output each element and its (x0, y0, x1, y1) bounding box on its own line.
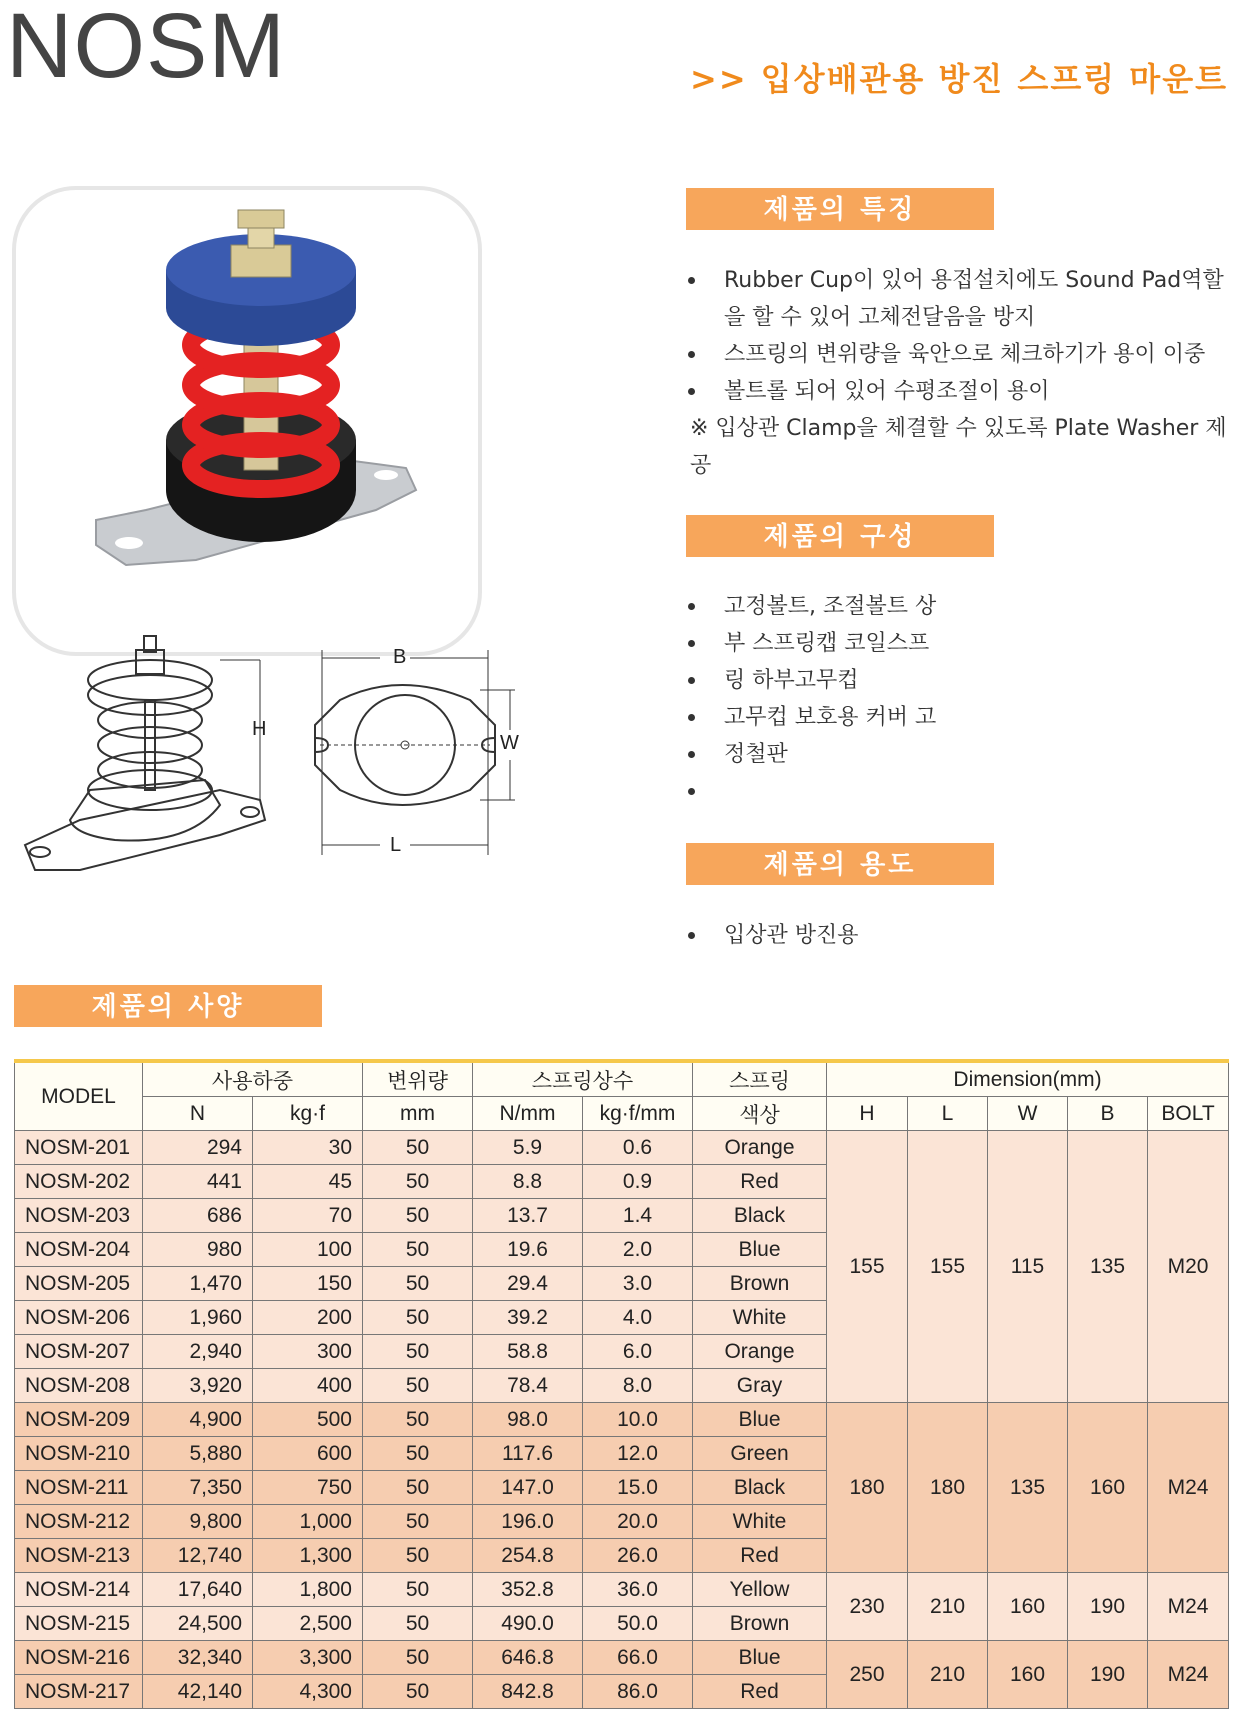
table-cell: Brown (693, 1607, 827, 1641)
table-cell: 58.8 (473, 1335, 583, 1369)
table-cell: 78.4 (473, 1369, 583, 1403)
table-cell: NOSM-201 (15, 1131, 143, 1165)
dimension-cell: 210 (908, 1641, 988, 1709)
table-cell: 36.0 (583, 1573, 693, 1607)
table-cell: 1,470 (143, 1267, 253, 1301)
table-row (15, 1131, 1229, 1165)
list-item: 볼트롤 되어 있어 수평조절이 용이 (688, 373, 1233, 410)
table-cell: NOSM-214 (15, 1573, 143, 1607)
table-cell: 686 (143, 1199, 253, 1233)
dimension-cell: 190 (1068, 1573, 1148, 1641)
spec-heading: 제품의 사양 (14, 985, 322, 1027)
dimension-cell: 230 (827, 1573, 908, 1641)
table-cell: 117.6 (473, 1437, 583, 1471)
col-kgfmm: kg·f/mm (583, 1097, 693, 1131)
table-cell: Black (693, 1471, 827, 1505)
col-nmm: N/mm (473, 1097, 583, 1131)
table-cell: 50 (363, 1471, 473, 1505)
table-cell: 12,740 (143, 1539, 253, 1573)
col-w: W (988, 1097, 1068, 1131)
table-cell: NOSM-206 (15, 1301, 143, 1335)
table-cell: 50 (363, 1437, 473, 1471)
dim-b-label: B (393, 646, 407, 668)
table-cell: Brown (693, 1267, 827, 1301)
table-cell: 2,500 (253, 1607, 363, 1641)
table-cell: 150 (253, 1267, 363, 1301)
table-cell: 5,880 (143, 1437, 253, 1471)
col-color: 색상 (693, 1097, 827, 1131)
table-cell: 50 (363, 1267, 473, 1301)
table-cell: Orange (693, 1335, 827, 1369)
table-cell: Blue (693, 1233, 827, 1267)
table-cell: NOSM-202 (15, 1165, 143, 1199)
table-cell: Red (693, 1675, 827, 1709)
table-cell: 26.0 (583, 1539, 693, 1573)
dimension-cell: 160 (988, 1641, 1068, 1709)
table-cell: 50 (363, 1607, 473, 1641)
composition-list (688, 588, 1233, 773)
dimension-cell: 135 (988, 1403, 1068, 1573)
dimension-cell: M20 (1148, 1131, 1229, 1403)
table-cell: White (693, 1301, 827, 1335)
table-cell: Orange (693, 1131, 827, 1165)
table-cell: 50 (363, 1505, 473, 1539)
table-cell: 1,960 (143, 1301, 253, 1335)
table-cell: Black (693, 1199, 827, 1233)
col-rate: 스프링상수 (473, 1061, 693, 1097)
list-item: 부 스프링캡 코일스프 (688, 625, 1233, 662)
table-cell: NOSM-211 (15, 1471, 143, 1505)
mount-top-drawing (300, 630, 560, 870)
composition-heading: 제품의 구성 (686, 515, 994, 557)
features-heading: 제품의 특징 (686, 188, 994, 230)
list-item: 정철판 (688, 736, 1233, 773)
table-cell: NOSM-215 (15, 1607, 143, 1641)
table-cell: 6.0 (583, 1335, 693, 1369)
table-cell: 254.8 (473, 1539, 583, 1573)
table-cell: 600 (253, 1437, 363, 1471)
table-cell: NOSM-203 (15, 1199, 143, 1233)
table-cell: 12.0 (583, 1437, 693, 1471)
table-cell: 1,800 (253, 1573, 363, 1607)
col-mm: mm (363, 1097, 473, 1131)
table-cell: 50 (363, 1675, 473, 1709)
table-cell: 30 (253, 1131, 363, 1165)
table-cell: White (693, 1505, 827, 1539)
dimension-cell: M24 (1148, 1573, 1229, 1641)
table-cell: 7,350 (143, 1471, 253, 1505)
table-cell: NOSM-209 (15, 1403, 143, 1437)
col-kgf: kg·f (253, 1097, 363, 1131)
table-cell: NOSM-210 (15, 1437, 143, 1471)
table-cell: 50 (363, 1369, 473, 1403)
table-cell: 86.0 (583, 1675, 693, 1709)
brand-title: NOSM (6, 0, 286, 97)
list-item: Rubber Cup이 있어 용접설치에도 Sound Pad역할 을 할 수 있어 고체전달음을 방지 (688, 262, 1233, 336)
table-cell: 98.0 (473, 1403, 583, 1437)
table-cell: NOSM-216 (15, 1641, 143, 1675)
mount-side-drawing (20, 630, 280, 880)
table-cell: 100 (253, 1233, 363, 1267)
table-cell: 9,800 (143, 1505, 253, 1539)
table-cell: 147.0 (473, 1471, 583, 1505)
table-cell: NOSM-205 (15, 1267, 143, 1301)
dimension-cell: 155 (827, 1131, 908, 1403)
table-cell: 2.0 (583, 1233, 693, 1267)
table-cell: 300 (253, 1335, 363, 1369)
features-note: ※ 입상관 Clamp을 체결할 수 있도록 Plate Washer 제공 (690, 416, 1227, 478)
product-photo (16, 190, 478, 652)
table-cell: 50 (363, 1131, 473, 1165)
table-cell: 980 (143, 1233, 253, 1267)
table-cell: 500 (253, 1403, 363, 1437)
dimension-cell: 160 (1068, 1403, 1148, 1573)
table-cell: NOSM-208 (15, 1369, 143, 1403)
table-cell: 4,900 (143, 1403, 253, 1437)
table-cell: 29.4 (473, 1267, 583, 1301)
table-cell: 50 (363, 1199, 473, 1233)
table-cell: 24,500 (143, 1607, 253, 1641)
page-subtitle: >> 입상배관용 방진 스프링 마운트 (690, 60, 1229, 98)
dimension-cell: 180 (827, 1403, 908, 1573)
table-cell: 0.9 (583, 1165, 693, 1199)
list-item: 스프링의 변위량을 육안으로 체크하기가 용이 이중 (688, 336, 1233, 373)
table-cell: 50 (363, 1641, 473, 1675)
table-cell: 70 (253, 1199, 363, 1233)
dimension-cell: 115 (988, 1131, 1068, 1403)
list-item: 입상관 방진용 (688, 917, 1233, 954)
dim-w-label: W (500, 732, 519, 754)
table-cell: 2,940 (143, 1335, 253, 1369)
table-cell: 8.8 (473, 1165, 583, 1199)
table-cell: Blue (693, 1403, 827, 1437)
table-cell: 441 (143, 1165, 253, 1199)
table-cell: 17,640 (143, 1573, 253, 1607)
table-cell: 50 (363, 1301, 473, 1335)
table-cell: NOSM-207 (15, 1335, 143, 1369)
col-h: H (827, 1097, 908, 1131)
table-cell: 200 (253, 1301, 363, 1335)
table-cell: Blue (693, 1641, 827, 1675)
table-row (15, 1573, 1229, 1607)
table-cell: 50 (363, 1335, 473, 1369)
table-cell: 50.0 (583, 1607, 693, 1641)
table-cell: 50 (363, 1403, 473, 1437)
product-photo-frame (12, 186, 482, 656)
col-b: B (1068, 1097, 1148, 1131)
usage-list (688, 917, 1233, 954)
table-cell: 3,300 (253, 1641, 363, 1675)
table-cell: 5.9 (473, 1131, 583, 1165)
table-cell: Green (693, 1437, 827, 1471)
table-cell: 352.8 (473, 1573, 583, 1607)
spec-table-body (15, 1131, 1229, 1709)
table-cell: 294 (143, 1131, 253, 1165)
col-l: L (908, 1097, 988, 1131)
dim-h-label: H (252, 718, 267, 740)
col-n: N (143, 1097, 253, 1131)
usage-heading: 제품의 용도 (686, 843, 994, 885)
table-cell: 20.0 (583, 1505, 693, 1539)
dimension-cell: 250 (827, 1641, 908, 1709)
table-cell: NOSM-204 (15, 1233, 143, 1267)
table-cell: 490.0 (473, 1607, 583, 1641)
dimension-cell: 190 (1068, 1641, 1148, 1709)
table-cell: 10.0 (583, 1403, 693, 1437)
table-cell: 15.0 (583, 1471, 693, 1505)
table-cell: 19.6 (473, 1233, 583, 1267)
table-cell: 32,340 (143, 1641, 253, 1675)
table-cell: 4,300 (253, 1675, 363, 1709)
list-item: 고정볼트, 조절볼트 상 (688, 588, 1233, 625)
table-cell: 39.2 (473, 1301, 583, 1335)
table-cell: Red (693, 1539, 827, 1573)
table-cell: 196.0 (473, 1505, 583, 1539)
col-spring: 스프링 (693, 1061, 827, 1097)
table-cell: 400 (253, 1369, 363, 1403)
list-item: 고무컵 보호용 커버 고 (688, 699, 1233, 736)
spec-table (14, 1059, 1229, 1709)
table-row (15, 1403, 1229, 1437)
table-cell: 45 (253, 1165, 363, 1199)
table-cell: NOSM-213 (15, 1539, 143, 1573)
table-cell: Red (693, 1165, 827, 1199)
table-cell: 3,920 (143, 1369, 253, 1403)
table-cell: 50 (363, 1233, 473, 1267)
table-cell: 66.0 (583, 1641, 693, 1675)
dimension-cell: 210 (908, 1573, 988, 1641)
list-item: 링 하부고무컵 (688, 662, 1233, 699)
table-cell: 1,300 (253, 1539, 363, 1573)
dimension-cell: M24 (1148, 1641, 1229, 1709)
col-load: 사용하중 (143, 1061, 363, 1097)
table-cell: 8.0 (583, 1369, 693, 1403)
table-cell: Gray (693, 1369, 827, 1403)
dim-l-label: L (390, 834, 402, 856)
col-model: MODEL (15, 1061, 143, 1131)
dimension-cell: 155 (908, 1131, 988, 1403)
table-cell: 50 (363, 1165, 473, 1199)
table-cell: 750 (253, 1471, 363, 1505)
table-cell: 50 (363, 1539, 473, 1573)
table-cell: 1,000 (253, 1505, 363, 1539)
table-cell: 842.8 (473, 1675, 583, 1709)
col-dimension: Dimension(mm) (827, 1061, 1229, 1097)
table-cell: Yellow (693, 1573, 827, 1607)
table-cell: 646.8 (473, 1641, 583, 1675)
table-cell: 4.0 (583, 1301, 693, 1335)
table-cell: 1.4 (583, 1199, 693, 1233)
features-list (688, 262, 1233, 410)
dimension-cell: 135 (1068, 1131, 1148, 1403)
col-disp: 변위량 (363, 1061, 473, 1097)
col-bolt: BOLT (1148, 1097, 1229, 1131)
table-row (15, 1641, 1229, 1675)
table-cell: 0.6 (583, 1131, 693, 1165)
table-cell: 42,140 (143, 1675, 253, 1709)
dimension-cell: M24 (1148, 1403, 1229, 1573)
table-cell: 50 (363, 1573, 473, 1607)
table-cell: NOSM-217 (15, 1675, 143, 1709)
table-cell: NOSM-212 (15, 1505, 143, 1539)
dimension-cell: 180 (908, 1403, 988, 1573)
table-cell: 3.0 (583, 1267, 693, 1301)
dimension-cell: 160 (988, 1573, 1068, 1641)
table-cell: 13.7 (473, 1199, 583, 1233)
